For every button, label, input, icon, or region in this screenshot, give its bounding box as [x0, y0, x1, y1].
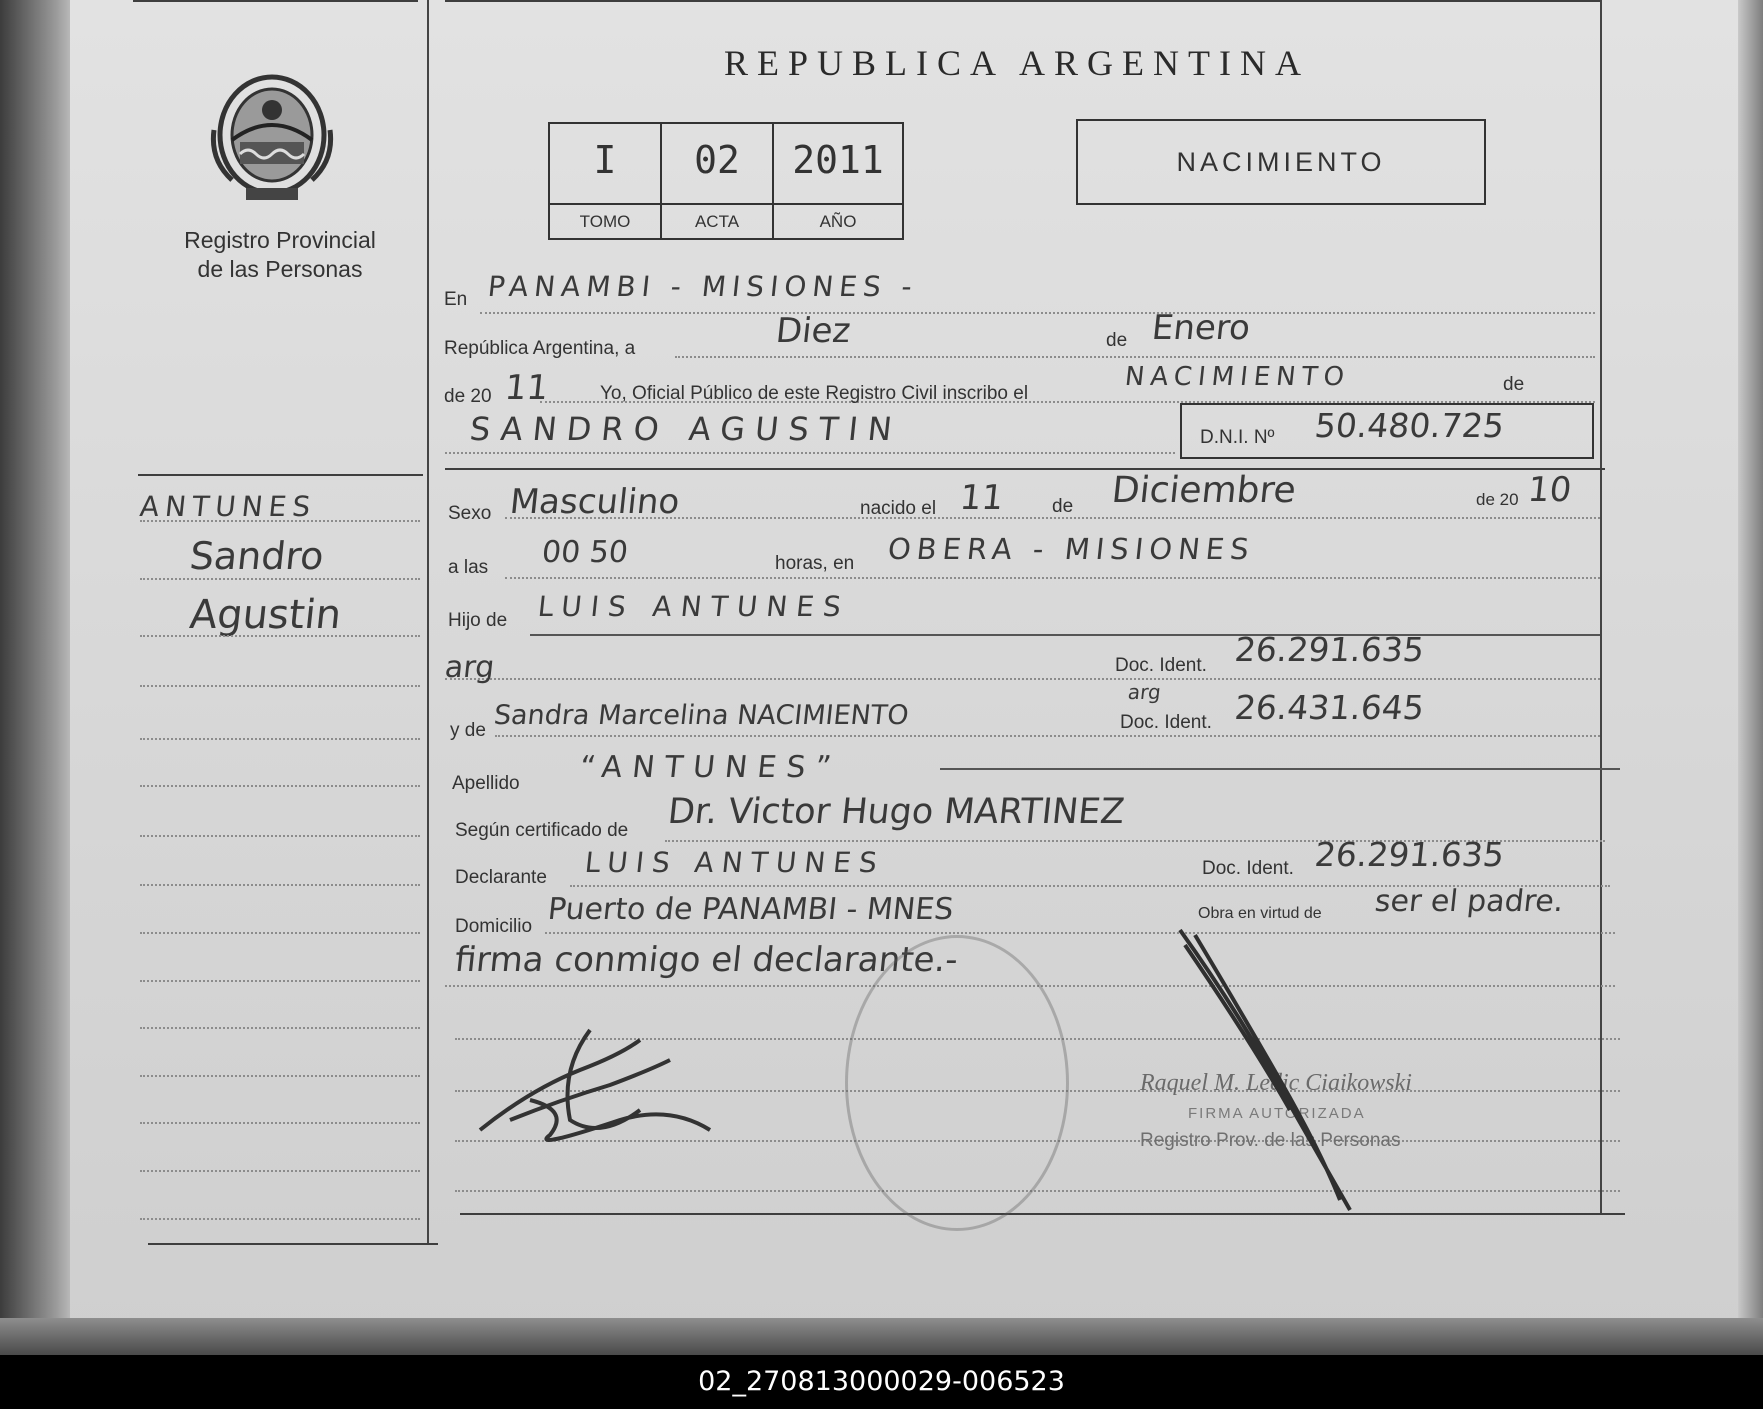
official-office: Registro Prov. de las Personas: [1140, 1130, 1401, 1151]
margin-rule: [140, 578, 420, 580]
tomo-label: TOMO: [550, 203, 660, 238]
label-de-month: de: [1106, 330, 1128, 351]
margin-rule: [140, 520, 420, 522]
margin-rule: [140, 685, 420, 687]
year-suffix: 11: [502, 368, 551, 408]
official-signature: [1170, 920, 1370, 1220]
surname-assigned: “ANTUNES”: [578, 750, 843, 785]
label-de-birth-month: de: [1052, 496, 1074, 517]
right-border: [1600, 0, 1602, 1215]
label-declarante: Declarante: [455, 867, 547, 888]
margin-rule: [140, 1075, 420, 1077]
body-rule: [455, 1190, 1620, 1192]
register-number-box: [548, 122, 904, 240]
label-en: En: [444, 289, 468, 310]
acta-value: 02: [694, 138, 740, 182]
margin-rule: [140, 932, 420, 934]
label-republica: República Argentina, a: [444, 338, 636, 359]
registry-name-line2: de las Personas: [197, 256, 363, 282]
father-nationality: arg: [443, 650, 497, 685]
ano-label: AÑO: [774, 203, 902, 238]
month-of-record: Enero: [1149, 308, 1253, 348]
margin-second-name: Agustin: [187, 592, 344, 638]
body-rule: [545, 932, 1615, 934]
acta-label: ACTA: [662, 203, 772, 238]
registry-name: [150, 226, 410, 284]
dni-number: 50.480.725: [1312, 406, 1507, 445]
label-doc-ident-mother: Doc. Ident.: [1120, 712, 1212, 733]
top-rule-right: [445, 0, 1600, 2]
margin-rule: [140, 738, 420, 740]
birth-month: Diciembre: [1109, 470, 1298, 511]
body-rule: [445, 678, 1600, 680]
label-yo-oficial: Yo, Oficial Público de este Registro Civil inscribo el: [600, 383, 1029, 404]
signature-statement: firma conmigo el declarante.-: [452, 940, 960, 980]
place-of-record: PANAMBI - MISIONES -: [486, 270, 920, 303]
body-rule: [505, 577, 1600, 579]
label-dni: D.N.I. Nº: [1200, 427, 1275, 448]
official-title: FIRMA AUTORIZADA: [1188, 1105, 1366, 1122]
ano-cell: [774, 124, 902, 238]
margin-rule: [140, 635, 420, 637]
margin-rule: [140, 1122, 420, 1124]
label-obra-en-virtud: Obra en virtud de: [1198, 905, 1322, 922]
margin-surname: ANTUNES: [138, 490, 318, 523]
label-y-de: y de: [450, 720, 486, 741]
mother-document: 26.431.645: [1232, 688, 1427, 727]
country-title: REPUBLICA ARGENTINA: [724, 43, 1311, 83]
day-in-words: Diez: [773, 311, 853, 351]
margin-rule: [140, 1027, 420, 1029]
tomo-value: I: [593, 138, 617, 182]
body-section-rule: [445, 468, 1605, 470]
label-hijo-de: Hijo de: [448, 610, 508, 631]
body-rule: [495, 735, 1600, 737]
declarant-name: LUIS ANTUNES: [583, 846, 887, 879]
page-bottom-shadow: [0, 1318, 1763, 1355]
body-rule: [445, 452, 1175, 454]
label-apellido: Apellido: [452, 773, 520, 794]
label-de-2010: de 20: [1476, 490, 1519, 509]
official-seal-stamp: [845, 935, 1069, 1231]
top-rule-left: [133, 0, 418, 2]
label-nacido: nacido el: [860, 498, 937, 519]
label-segun-certificado: Según certificado de: [455, 820, 629, 841]
body-rule: [480, 312, 1595, 314]
tomo-cell: [550, 124, 662, 238]
body-rule: [675, 356, 1595, 358]
acta-cell: [662, 124, 774, 238]
birth-day: 11: [957, 478, 1006, 518]
ano-value: 2011: [792, 138, 884, 182]
image-caption: [0, 1355, 1763, 1409]
father-document: 26.291.635: [1232, 630, 1427, 669]
column-divider: [427, 0, 429, 1245]
margin-section-rule: [138, 474, 423, 476]
label-horas-en: horas, en: [775, 553, 855, 574]
capacity-of-declarant: ser el padre.: [1373, 884, 1566, 919]
label-doc-ident-father: Doc. Ident.: [1115, 655, 1207, 676]
margin-first-name: Sandro: [187, 534, 326, 578]
certifying-doctor: Dr. Victor Hugo MARTINEZ: [665, 792, 1127, 832]
act-registered: NACIMIENTO: [1123, 362, 1352, 392]
declarant-document: 26.291.635: [1312, 835, 1507, 874]
provincial-seal-icon: [210, 70, 335, 205]
sex: Masculino: [507, 482, 682, 522]
label-de-end: de: [1503, 374, 1525, 395]
label-de-20: de 20: [444, 386, 492, 407]
margin-rule: [140, 1218, 420, 1220]
birth-year-suffix: 10: [1525, 470, 1574, 510]
father-name: LUIS ANTUNES: [536, 590, 852, 623]
label-sexo: Sexo: [448, 503, 492, 524]
margin-rule: [140, 835, 420, 837]
label-domicilio: Domicilio: [455, 916, 533, 937]
bottom-rule-right: [460, 1213, 1625, 1215]
image-caption-text: 02_270813000029-006523: [698, 1366, 1065, 1397]
birth-time: 00 50: [540, 535, 630, 570]
margin-rule: [140, 980, 420, 982]
body-rule: [940, 768, 1620, 770]
domicile: Puerto de PANAMBI - MNES: [546, 892, 956, 927]
declarant-signature: [470, 1010, 730, 1160]
record-type-box: NACIMIENTO: [1076, 119, 1486, 205]
page-edge: [1738, 0, 1763, 1355]
label-doc-ident-declarant: Doc. Ident.: [1202, 858, 1294, 879]
registry-name-line1: Registro Provincial: [184, 227, 376, 253]
margin-rule: [140, 1170, 420, 1172]
margin-rule: [140, 884, 420, 886]
mother-name: Sandra Marcelina NACIMIENTO: [492, 700, 911, 731]
official-name: Raquel M. Ledic Ciaikowski: [1140, 1070, 1412, 1096]
body-rule: [530, 634, 1600, 636]
mother-nationality: arg: [1126, 680, 1163, 704]
label-a-las: a las: [448, 557, 489, 578]
book-gutter: [0, 0, 70, 1355]
birth-place: OBERA - MISIONES: [886, 532, 1257, 566]
child-name: SANDRO AGUSTIN: [468, 410, 904, 448]
margin-rule: [140, 785, 420, 787]
bottom-rule-left: [148, 1243, 438, 1245]
